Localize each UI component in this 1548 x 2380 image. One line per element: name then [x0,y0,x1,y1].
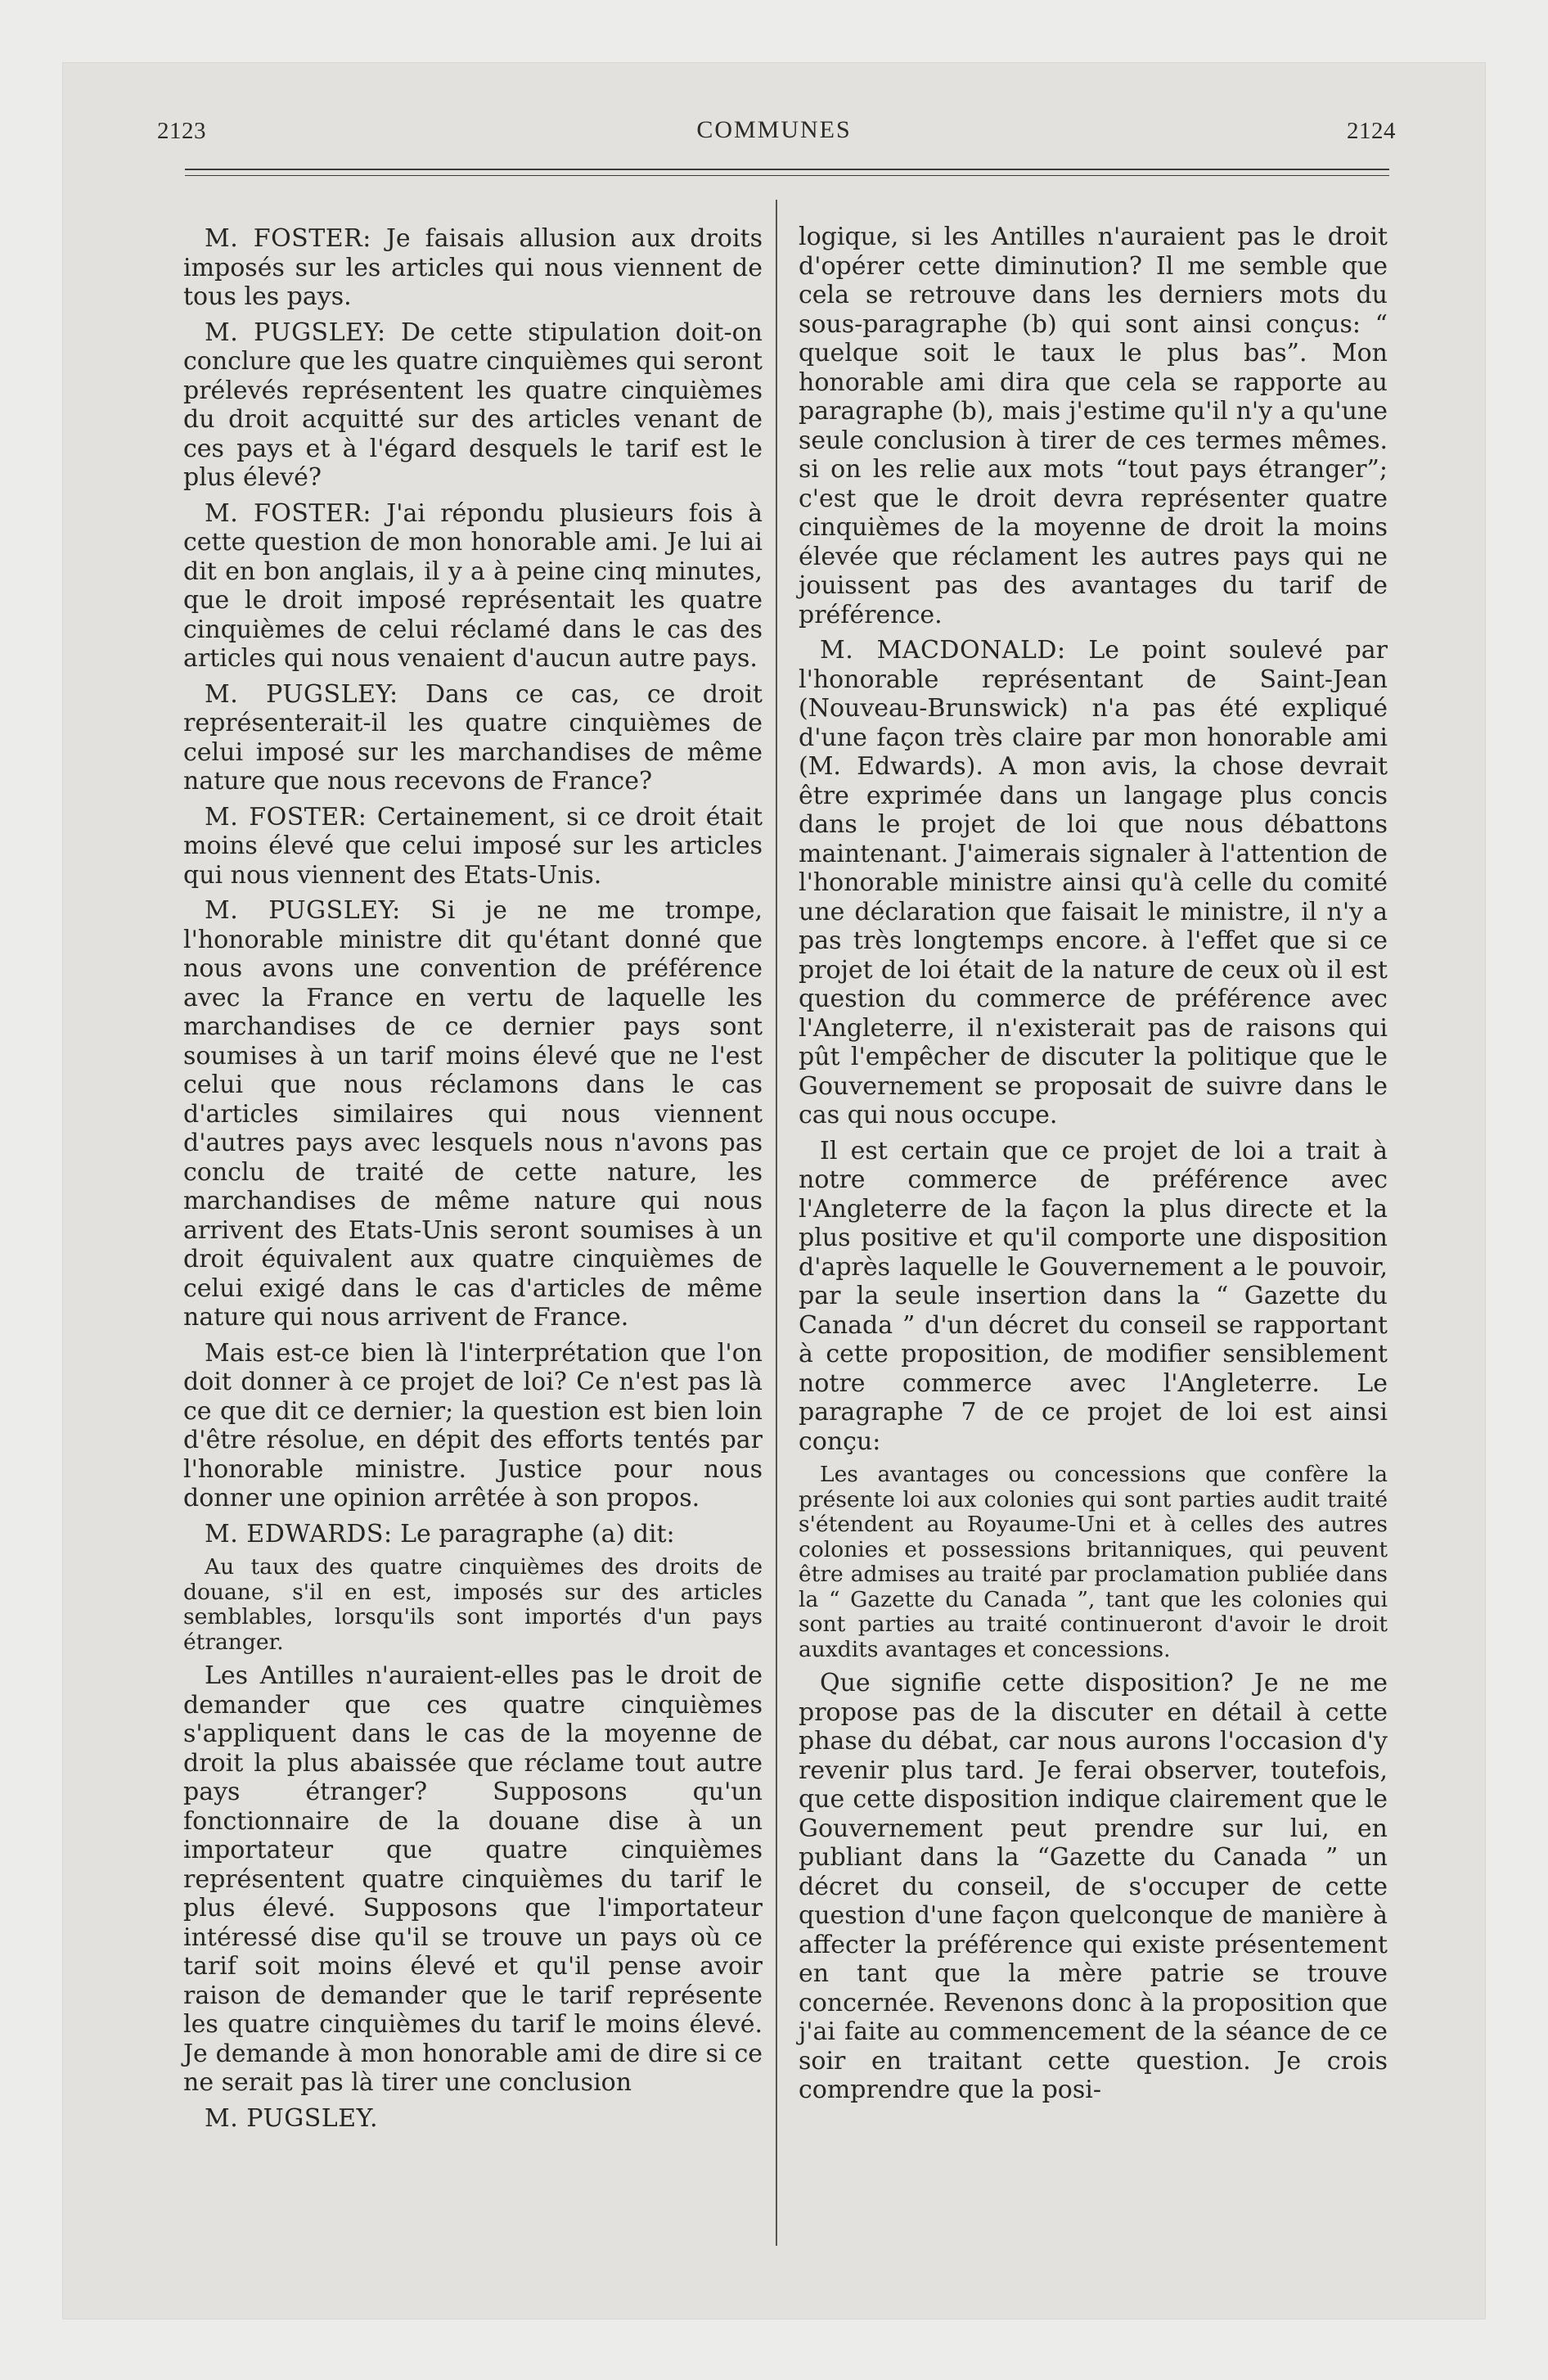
speaker-name: M. PUGSLEY: [205,318,386,347]
paragraph-text: Le paragraphe (a) dit: [392,1519,675,1548]
paragraph [183,1339,763,1513]
paragraph [183,1520,763,1549]
paragraph-text: De cette stipulation doit-on conclure que les quatre cinquièmes qui seront prélevés représentent les quatre cinquièmes du droit acquitté sur des articles venant de ces pays et à l'égard desquels le tarif est le plus élevé? [183,318,763,492]
paragraph-text: Au taux des quatre cinquièmes des droits de douane, s'il en est, imposés sur des articles semblables, lorsqu'ils sont importés d'un pays étranger. [183,1554,763,1655]
paragraph [183,680,763,796]
paragraph [799,1669,1388,2105]
paragraph-text: Mais est-ce bien là l'interprétation que l'on doit donner à ce projet de loi? Ce n'est pas là ce que dit ce dernier; la question est bien loin d'être résolue, en dépit des efforts tentés par l'honorable ministre. Justice pour nous donner une opinion arrêtée à son propos. [183,1338,763,1512]
page-scan [62,62,1486,2319]
paragraph [183,318,763,493]
quoted-paragraph [799,1463,1388,1662]
header-rule-thin [185,175,1389,176]
speaker-name: M. EDWARDS: [205,1519,393,1548]
running-title: COMMUNES [696,116,852,143]
paragraph-text: J'ai répondu plusieurs fois à cette question de mon honorable ami. Je lui ai dit en bon anglais, il y a à peine cinq minutes, que le droit imposé représentait les quatre cinquièmes de celui réclamé dans le cas des articles qui nous venaient d'aucun autre pays. [183,498,763,673]
paragraph-text: Certainement, si ce droit était moins élevé que celui imposé sur les articles qui nous viennent des Etats-Unis. [183,802,763,890]
page-number-right: 2124 [1347,118,1396,144]
left-column [183,224,763,2139]
paragraph-text: Les Antilles n'auraient-elles pas le droit de demander que ces quatre cinquièmes s'appliquent dans le cas de la moyenne de droit la plus abaissée que réclame tout autre pays étranger? Supposons qu'un fonctionnaire de la douane dise à un importateur que quatre cinquièmes représentent quatre cinquièmes du tarif le plus élevé. Supposons que l'importateur intéressé dise qu'il se trouve un pays où ce tarif soit moins élevé et qu'il pense avoir raison de demander que le tarif représente les quatre cinquièmes du tarif le moins élevé. Je demande à mon honorable ami de dire si ce ne serait pas là tirer une conclusion [183,1661,763,2097]
paragraph-text: Que signifie cette disposition? Je ne me propose pas de la discuter en détail à cette phase du débat, car nous aurons l'occasion d'y revenir plus tard. Je ferai observer, toutefois, que cette disposition indique clairement que le Gouvernement peut prendre sur lui, en publiant dans la “Gazette du Canada ” un décret du conseil, de s'occuper de cette question d'une façon quelconque de manière à affecter la préférence qui existe présentement en tant que la mère patrie se trouve concernée. Revenons donc à la proposition que j'ai faite au commencement de la séance de ce soir en traitant cette question. Je crois comprendre que la posi- [799,1669,1388,2104]
paragraph [799,1137,1388,1457]
right-column [799,223,1388,2112]
paragraph-text: logique, si les Antilles n'auraient pas le droit d'opérer cette diminution? Il me semble que cela se retrouve dans les derniers mots du sous-paragraphe (b) qui sont ainsi conçus: “ quelque soit le taux le plus bas”. Mon honorable ami dira que cela se rapporte au paragraphe (b), mais j'estime qu'il n'y a qu'une seule conclusion à tirer de ces termes mêmes. si on les relie aux mots “tout pays étranger”; c'est que le droit devra représenter quatre cinquièmes de la moyenne de droit la moins élevée que réclament les autres pays qui ne jouissent pas des avantages du tarif de préférence. [799,223,1388,629]
paragraph [183,896,763,1332]
paragraph-text: Si je ne me trompe, l'honorable ministre dit qu'étant donné que nous avons une convention de préférence avec la France en vertu de laquelle les marchandises de ce dernier pays sont soumises à un tarif moins élevé que ne l'est celui que nous réclamons dans le cas d'articles similaires qui nous viennent d'autres pays avec lesquels nous n'avons pas conclu de traité de cette nature, les marchandises de même nature qui nous arrivent des Etats-Unis seront soumises à un droit équivalent aux quatre cinquièmes de celui exigé dans le cas d'articles de même nature qui nous arrivent de France. [183,896,763,1332]
speaker-name: M. FOSTER: [205,224,371,253]
paragraph-text: Les avantages ou concessions que confère la présente loi aux colonies qui sont parties audit traité s'étendent au Royaume-Uni et à celles des autres colonies et possessions britanniques, qui peuvent être admises au traité par proclamation publiée dans la “ Gazette du Canada ”, tant que les colonies qui sont parties au traité continueront d'avoir le droit auxdits avantages et concessions. [799,1462,1388,1662]
paragraph [183,803,763,890]
paragraph [183,2104,763,2134]
speaker-name: M. MACDONALD: [820,636,1066,665]
speaker-name: M. PUGSLEY: [205,679,398,709]
speaker-name: M. FOSTER: [205,498,372,528]
speaker-name: M. FOSTER: [205,802,367,832]
paragraph [183,499,763,674]
paragraph [799,636,1388,1130]
column-divider [776,200,777,2246]
paragraph-text: Dans ce cas, ce droit représenterait-il les quatre cinquièmes de celui imposé sur les marchandises de même nature que nous recevons de France? [183,679,763,796]
paragraph-text: Je faisais allusion aux droits imposés sur les articles qui nous viennent de tous les pays. [183,224,763,311]
header-rule [185,169,1389,170]
paragraph [183,1661,763,2098]
paragraph-text: Il est certain que ce projet de loi a trait à notre commerce de préférence avec l'Angleterre de la façon la plus directe et la plus positive et qu'il comporte une disposition d'après laquelle le Gouvernement a le pouvoir, par la seule insertion dans la “ Gazette du Canada ” d'un décret du conseil se rapportant à cette proposition, de modifier sensiblement notre commerce avec l'Angleterre. Le paragraphe 7 de ce projet de loi est ainsi conçu: [799,1136,1388,1456]
quoted-paragraph [183,1555,763,1655]
paragraph [799,223,1388,629]
speaker-name: M. PUGSLEY. [205,2103,379,2133]
paragraph-text: Le point soulevé par l'honorable représentant de Saint-Jean (Nouveau-Brunswick) n'a pas été expliqué d'une façon très claire par mon honorable ami (M. Edwards). A mon avis, la chose devrait être exprimée dans un langage plus concis dans le projet de loi que nous débattons maintenant. J'aimerais signaler à l'attention de l'honorable ministre ainsi qu'à celle du comité une déclaration que faisait le ministre, il n'y a pas très longtemps encore. à l'effet que si ce projet de loi était de la nature de ceux où il est question du commerce de préférence avec l'Angleterre, il n'existerait pas de raisons qui pût l'empêcher de discuter la politique que le Gouvernement se proposait de suivre dans le cas qui nous occupe. [799,636,1388,1129]
speaker-name: M. PUGSLEY: [205,896,401,925]
page-number-left: 2123 [157,118,206,144]
paragraph [183,224,763,312]
